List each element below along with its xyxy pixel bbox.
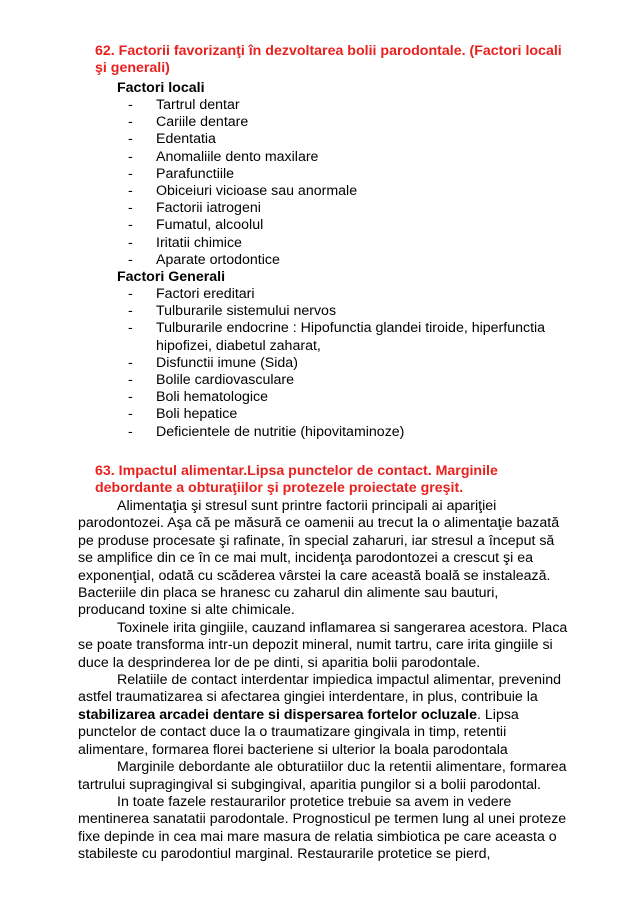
local-factors-list <box>128 97 568 269</box>
general-factor-item: - Tulburarile endocrine : Hipofunctia glandei tiroide, hiperfunctia hipofizei, diabetul zaharat, <box>128 320 568 354</box>
local-factor-item: - Fumatul, alcoolul <box>128 217 568 234</box>
general-factor-item: - Boli hepatice <box>128 406 568 423</box>
local-factor-item: - Edentatia <box>128 131 568 148</box>
section-63-title: 63. Impactul alimentar.Lipsa punctelor de contact. Marginile debordante a obturaţiilor şi protezele proiectate greşit. <box>95 463 498 497</box>
local-factor-item: - Anomaliile dento maxilare <box>128 149 568 166</box>
section-63-body <box>78 498 568 864</box>
local-factor-item: - Obiceiuri vicioase sau anormale <box>128 183 568 200</box>
general-factor-item: - Tulburarile sistemului nervos <box>128 303 568 320</box>
general-factor-item: - Boli hematologice <box>128 389 568 406</box>
general-factors-heading: Factori Generali <box>117 269 226 285</box>
local-factor-item: - Parafunctiile <box>128 166 568 183</box>
general-factors-list <box>128 286 568 441</box>
local-factor-item: - Tartrul dentar <box>128 97 568 114</box>
paragraph-2: Toxinele irita gingiile, cauzand inflamarea si sangerarea acestora. Placa se poate transforma intr-un depozit mineral, numit tartru, care irita gingiile si duce la desprinderea lor de pe dinti, si aparitia bolii parodontale. <box>78 619 568 671</box>
general-factor-item: - Factori ereditari <box>128 286 568 303</box>
local-factor-item: - Iritatii chimice <box>128 235 568 252</box>
paragraph-1: Alimentaţia şi stresul sunt printre factorii principali ai apariţiei parodontozei. Aşa că pe măsură ce oamenii au trecut la o alimentaţie bazată pe produse procesate şi rafinate, în special zaharuri, iar stresul a început să se amplifice din ce în ce mai mult, incidenţa parodontozei a crescut şi ea exponenţial, odată cu scăderea vârstei la care această boală se instalează. Bacteriile din placa se hranesc cu zaharul din alimente sau bauturi, producand toxine si alte chimicale. <box>78 498 560 619</box>
general-factor-item: - Bolile cardiovasculare <box>128 372 568 389</box>
section-62-title: 62. Factorii favorizanţi în dezvoltarea bolii parodontale. (Factori locali şi generali) <box>95 43 562 77</box>
local-factor-item: - Cariile dentare <box>128 114 568 131</box>
local-factor-item: - Factorii iatrogeni <box>128 200 568 217</box>
paragraph-5: In toate fazele restaurarilor protetice trebuie sa avem in vedere mentinerea sanatatii parodontale. Prognosticul pe termen lung al unei proteze fixe depinde in cea mai mare masura de relatia simbiotica pe care aceasta o stabileste cu parodontiul marginal. Restaurarile protetice se pierd, <box>78 793 567 863</box>
paragraph-3-start: Relatiile de contact interdentar impiedica impactul alimentar, prevenind astfel traumatizarea si afectarea gingiei interdentare, in plus, contribuie la <box>78 672 561 706</box>
general-factor-item: - Disfunctii imune (Sida) <box>128 355 568 372</box>
paragraph-4: Marginile debordante ale obturatiilor duc la retentii alimentare, formarea tartrului supragingival si subgingival, aparitia pungilor si a bolii parodontal. <box>78 759 567 793</box>
paragraph-3 <box>78 672 568 759</box>
local-factors-heading: Factori locali <box>117 80 205 96</box>
paragraph-3-end: . Lipsa punctelor de contact duce la o traumatizare gingivala in timp, retentii alimentare, formarea florei bacteriene si ulterior la boala parodontala <box>78 706 519 758</box>
local-factor-item: - Aparate ortodontice <box>128 252 568 269</box>
general-factor-item: - Deficientele de nutritie (hipovitaminoze) <box>128 424 568 441</box>
paragraph-3-bold: stabilizarea arcadei dentare si dispersarea fortelor ocluzale <box>78 706 478 723</box>
